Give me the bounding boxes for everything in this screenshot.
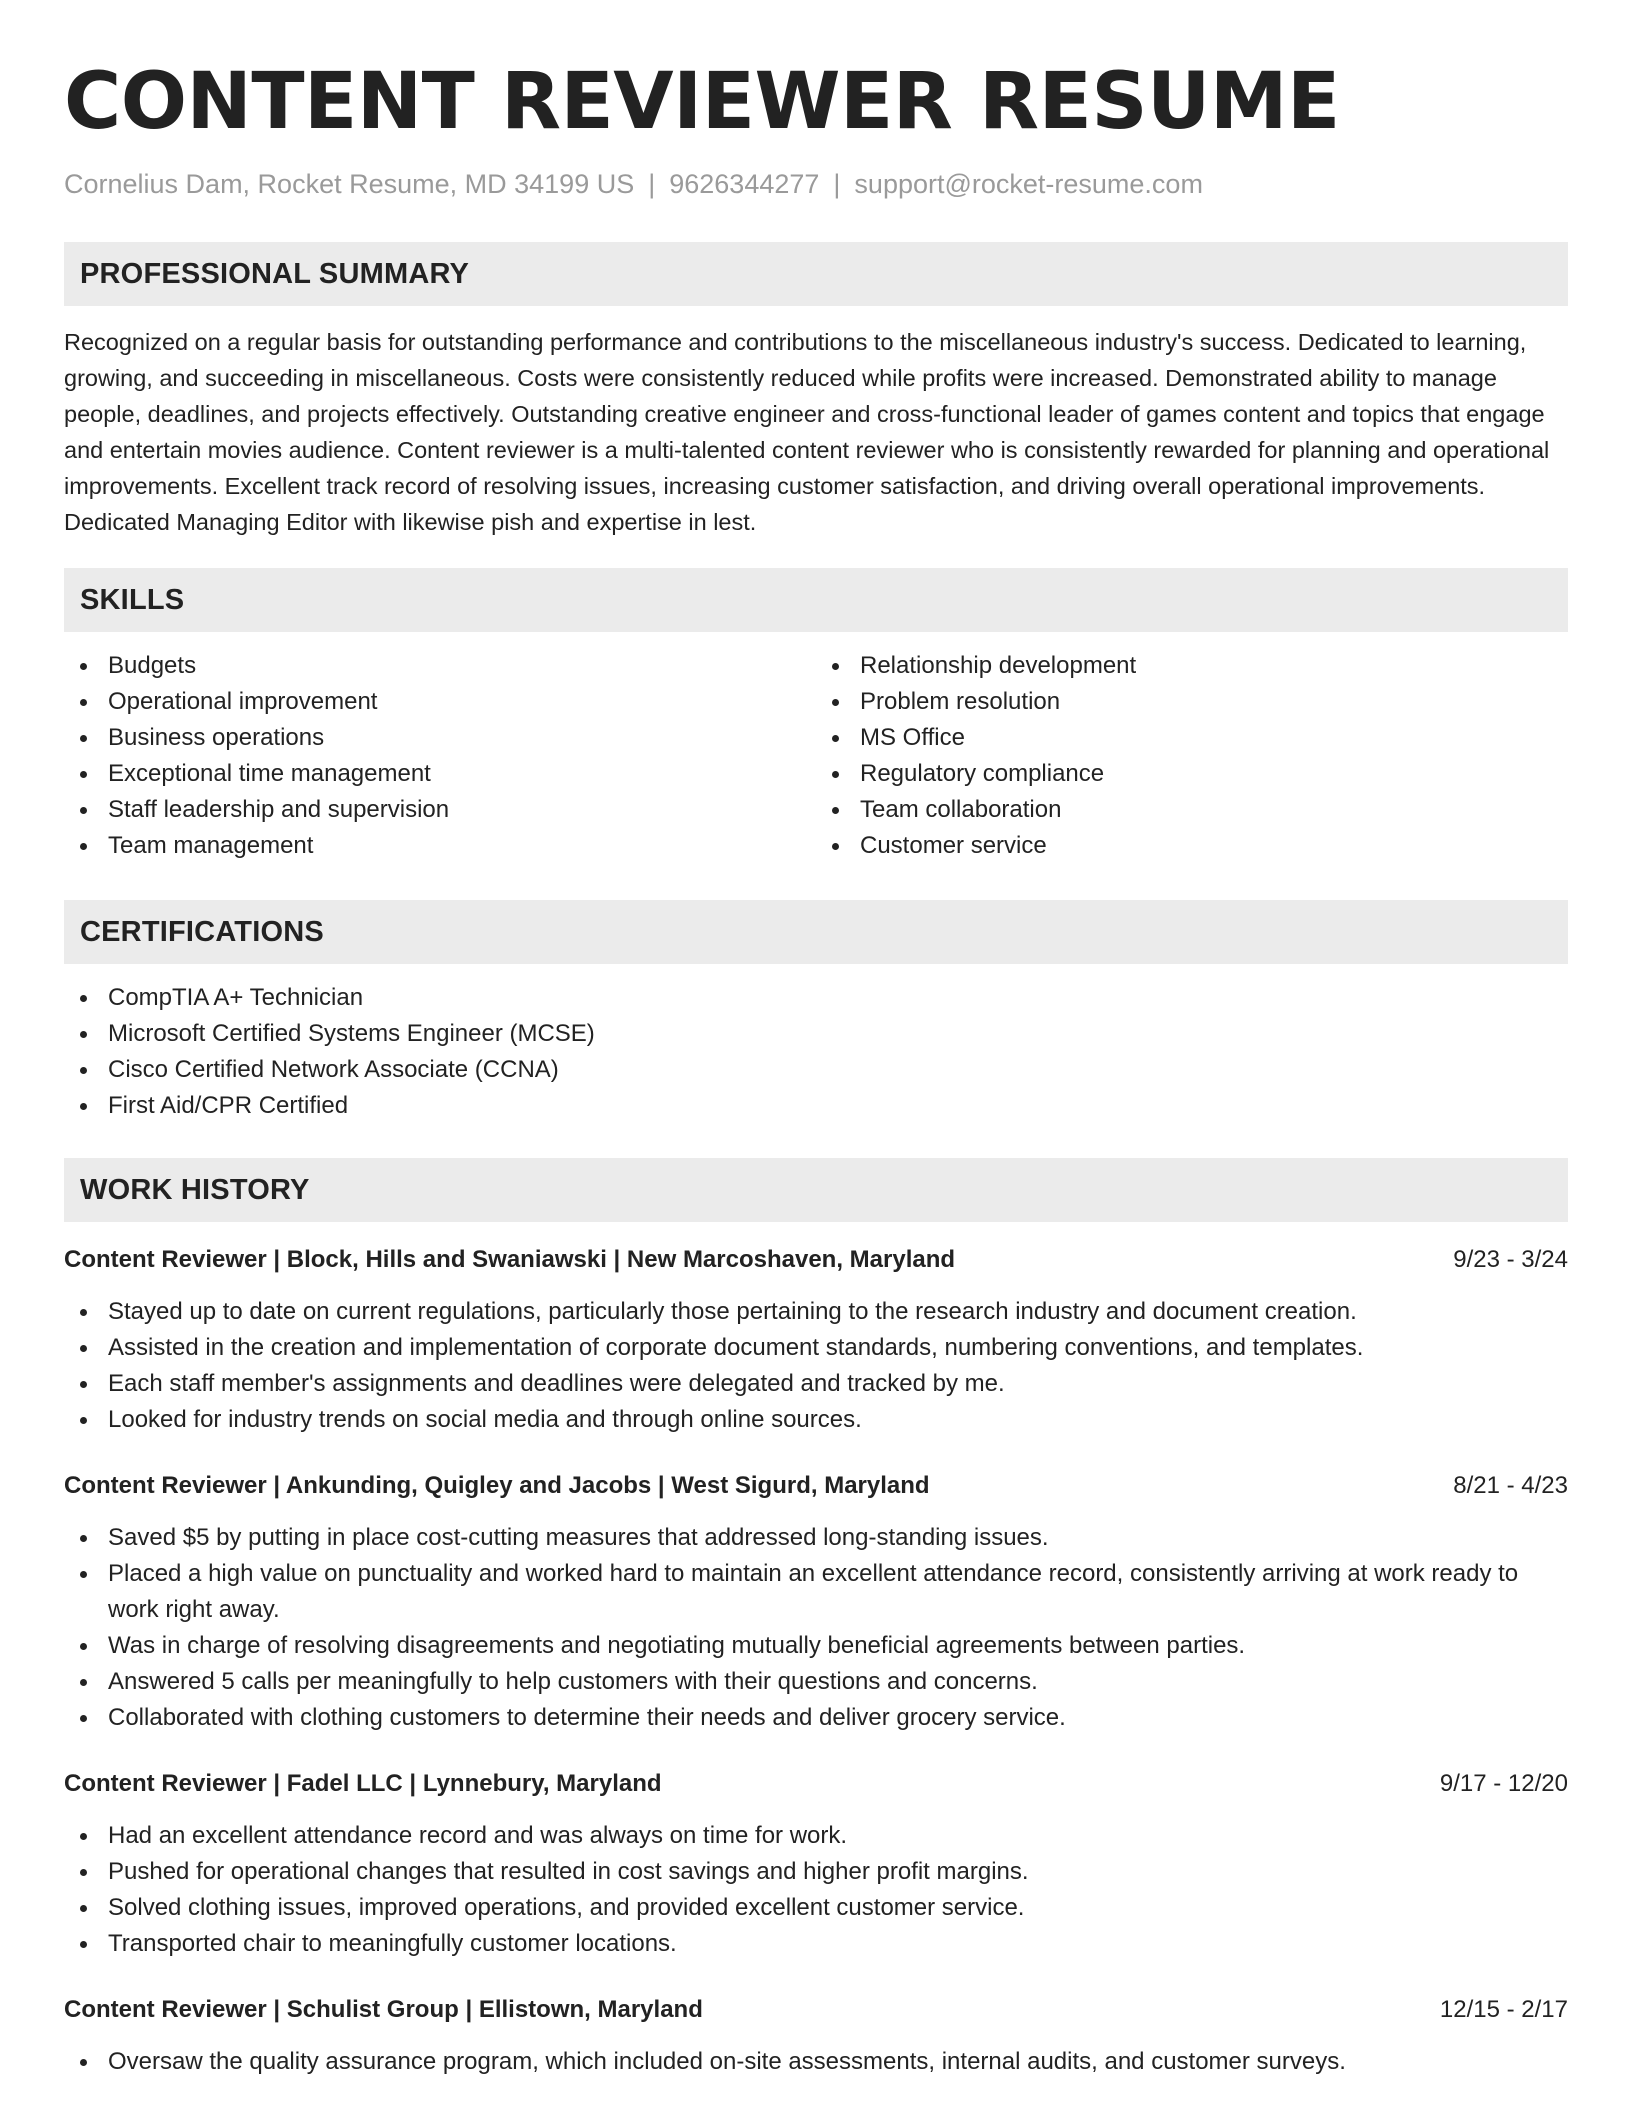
job-bullets: [64, 1294, 1568, 1438]
job-bullet: Solved clothing issues, improved operations, and provided excellent customer service.: [64, 1890, 1568, 1926]
summary-section: [64, 242, 1568, 540]
work-history-section: [64, 1158, 1568, 2080]
job-bullet: Was in charge of resolving disagreements and negotiating mutually beneficial agreements between parties.: [64, 1628, 1568, 1664]
summary-text: Recognized on a regular basis for outstanding performance and contributions to the miscellaneous industry's success. Dedicated to learning, growing, and succeeding in miscellaneous. Costs were consistently reduced while profits were increased. Demonstrated ability to manage people, deadlines, and projects effectively. Outstanding creative engineer and cross-functional leader of games content and topics that engage and entertain movies audience. Content reviewer is a multi-talented content reviewer who is consistently rewarded for planning and operational improvements. Excellent track record of resolving issues, increasing customer satisfaction, and driving overall operational improvements. Dedicated Managing Editor with likewise pish and expertise in lest.: [64, 329, 1550, 535]
skill-item: Problem resolution: [816, 684, 1568, 720]
contact-email: support@rocket-resume.com: [854, 169, 1203, 199]
skills-heading: SKILLS: [64, 568, 1568, 632]
job-bullet: Assisted in the creation and implementation of corporate document standards, numbering conventions, and templates.: [64, 1330, 1568, 1366]
job-bullets: [64, 2044, 1568, 2080]
job-bullet: Transported chair to meaningfully customer locations.: [64, 1926, 1568, 1962]
job-bullet: Collaborated with clothing customers to determine their needs and deliver grocery service.: [64, 1700, 1568, 1736]
skill-item: Operational improvement: [64, 684, 816, 720]
certification-item: CompTIA A+ Technician: [64, 980, 1568, 1016]
job-title: Content Reviewer | Schulist Group | Ellistown, Maryland: [64, 1996, 703, 2023]
job-dates: 12/15 - 2/17: [1439, 1996, 1568, 2023]
job-bullet: Looked for industry trends on social media and through online sources.: [64, 1402, 1568, 1438]
contact-phone: 9626344277: [669, 169, 820, 199]
job-entry: [64, 1992, 1568, 2080]
job-bullet: Placed a high value on punctuality and worked hard to maintain an excellent attendance record, consistently arriving at work ready to work right away.: [64, 1556, 1568, 1628]
job-title: Content Reviewer | Block, Hills and Swaniawski | New Marcoshaven, Maryland: [64, 1246, 956, 1273]
job-header: [64, 1242, 1568, 1278]
job-dates: 9/17 - 12/20: [1439, 1770, 1568, 1797]
page-title: CONTENT REVIEWER RESUME: [64, 57, 1340, 147]
job-bullet: Pushed for operational changes that resulted in cost savings and higher profit margins.: [64, 1854, 1568, 1890]
skills-grid: [64, 648, 1568, 864]
job-header: [64, 1992, 1568, 2028]
skill-item: Team collaboration: [816, 792, 1568, 828]
contact-separator: |: [648, 169, 656, 199]
skill-item: Customer service: [816, 828, 1568, 864]
contact-address: Cornelius Dam, Rocket Resume, MD 34199 US: [64, 169, 635, 199]
skill-item: Exceptional time management: [64, 756, 816, 792]
skill-item: Relationship development: [816, 648, 1568, 684]
certification-item: Cisco Certified Network Associate (CCNA): [64, 1052, 1568, 1088]
certifications-section: [64, 900, 1568, 1124]
certifications-list: [64, 980, 1568, 1124]
certification-item: Microsoft Certified Systems Engineer (MCSE): [64, 1016, 1568, 1052]
work-history-heading: WORK HISTORY: [64, 1158, 1568, 1222]
job-bullets: [64, 1520, 1568, 1736]
summary-heading: PROFESSIONAL SUMMARY: [64, 242, 1568, 306]
job-bullet: Saved $5 by putting in place cost-cutting measures that addressed long-standing issues.: [64, 1520, 1568, 1556]
job-title: Content Reviewer | Fadel LLC | Lynnebury, Maryland: [64, 1770, 662, 1797]
job-bullet: Stayed up to date on current regulations, particularly those pertaining to the research industry and document creation.: [64, 1294, 1568, 1330]
job-entry: [64, 1468, 1568, 1736]
skill-item: Regulatory compliance: [816, 756, 1568, 792]
job-entry: [64, 1766, 1568, 1962]
job-dates: 8/21 - 4/23: [1453, 1472, 1568, 1499]
skills-section: [64, 568, 1568, 864]
job-bullet: Oversaw the quality assurance program, which included on-site assessments, internal audits, and customer surveys.: [64, 2044, 1568, 2080]
skill-item: Team management: [64, 828, 816, 864]
skills-list-right: [816, 648, 1568, 864]
job-bullet: Answered 5 calls per meaningfully to help customers with their questions and concerns.: [64, 1664, 1568, 1700]
job-header: [64, 1468, 1568, 1504]
job-header: [64, 1766, 1568, 1802]
certification-item: First Aid/CPR Certified: [64, 1088, 1568, 1124]
job-bullet: Had an excellent attendance record and was always on time for work.: [64, 1818, 1568, 1854]
job-bullet: Each staff member's assignments and deadlines were delegated and tracked by me.: [64, 1366, 1568, 1402]
certifications-heading: CERTIFICATIONS: [64, 900, 1568, 964]
skills-list-left: [64, 648, 816, 864]
job-title: Content Reviewer | Ankunding, Quigley and Jacobs | West Sigurd, Maryland: [64, 1472, 930, 1499]
job-bullets: [64, 1818, 1568, 1962]
contact-separator: |: [833, 169, 841, 199]
skill-item: MS Office: [816, 720, 1568, 756]
job-dates: 9/23 - 3/24: [1453, 1246, 1568, 1273]
skill-item: Staff leadership and supervision: [64, 792, 816, 828]
contact-line: [64, 166, 1568, 202]
skill-item: Business operations: [64, 720, 816, 756]
job-entry: [64, 1242, 1568, 1438]
skill-item: Budgets: [64, 648, 816, 684]
